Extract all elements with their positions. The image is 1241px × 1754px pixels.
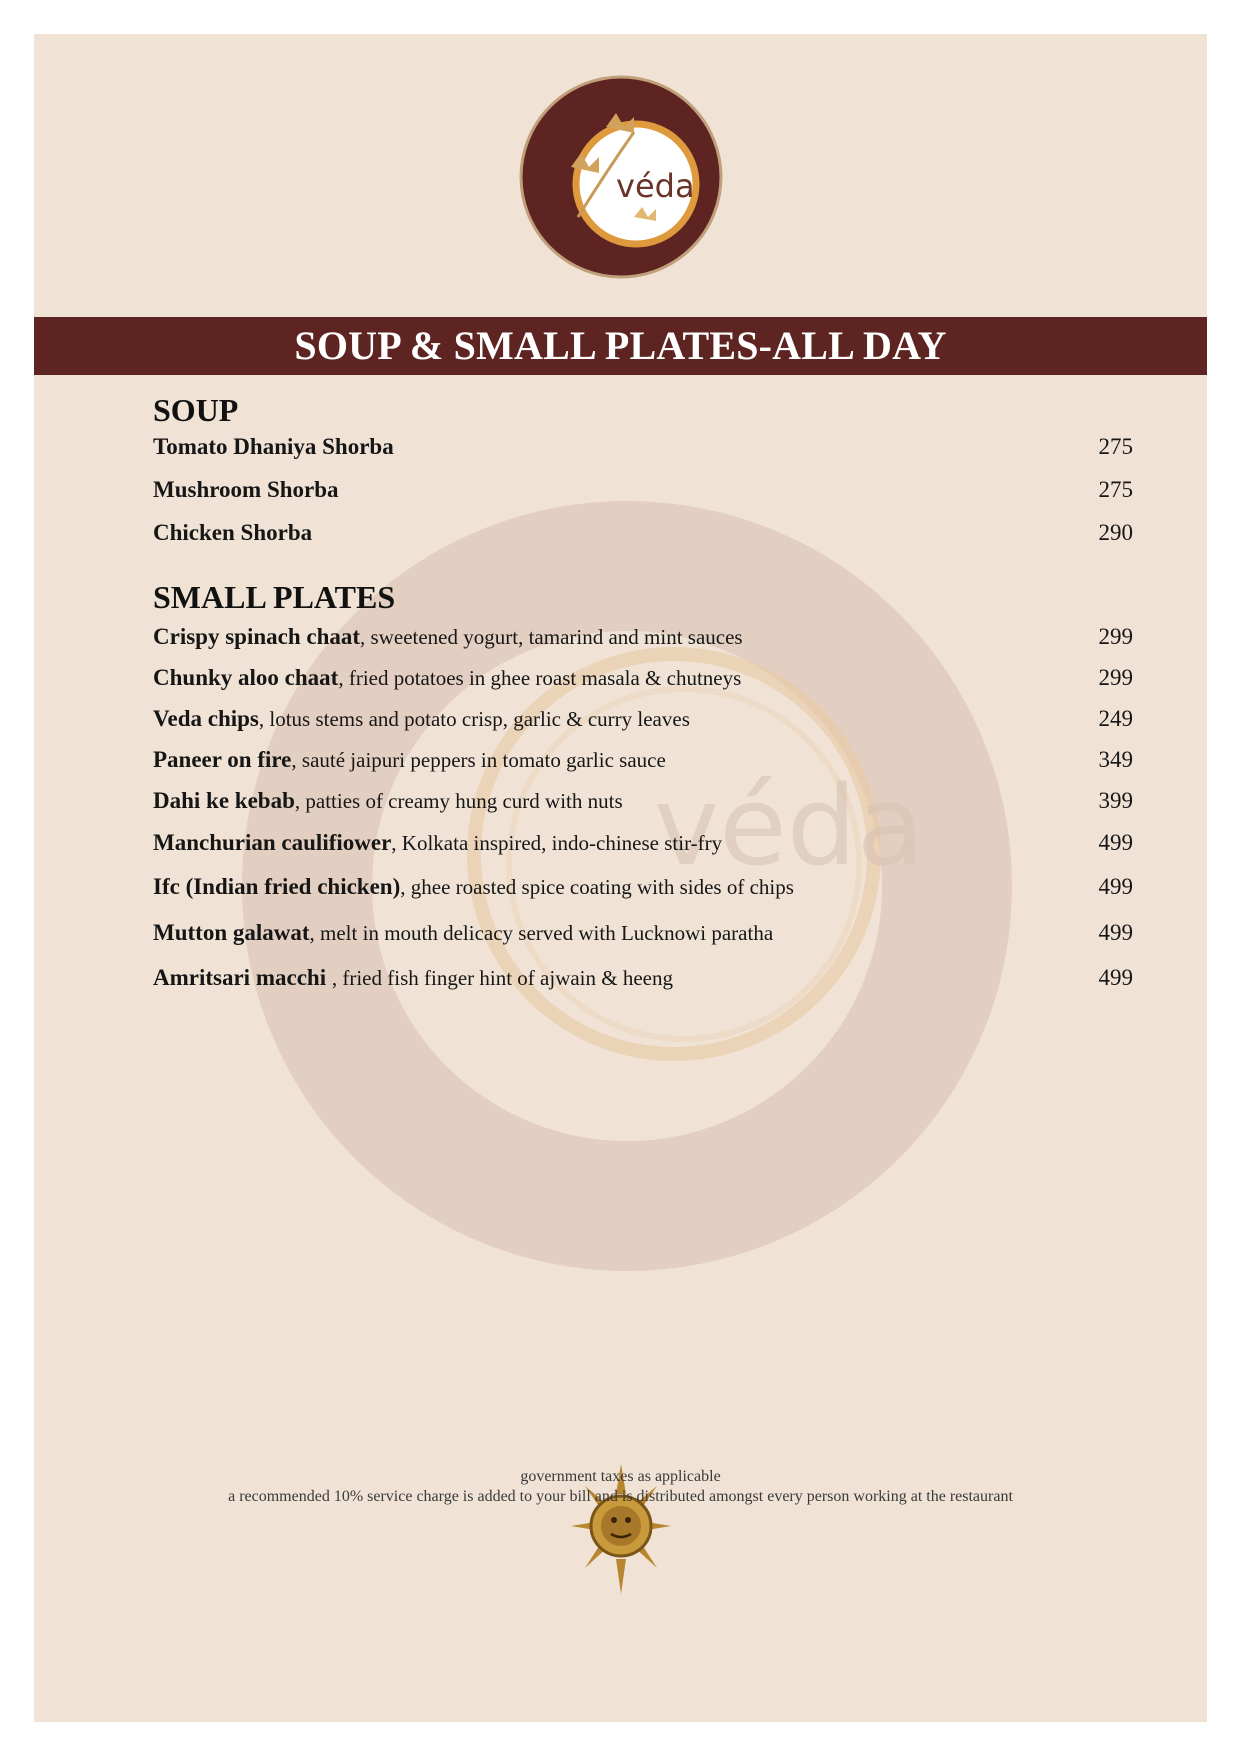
item-description: , lotus stems and potato crisp, garlic & curry leaves [258, 707, 690, 731]
item-name: Paneer on fire [153, 747, 292, 772]
menu-item [153, 434, 1133, 470]
section-banner: SOUP & SMALL PLATES-ALL DAY [34, 317, 1207, 375]
item-price: 499 [1098, 920, 1133, 945]
item-description: , patties of creamy hung curd with nuts [294, 789, 623, 813]
item-name: Ifc (Indian fried chicken) [153, 874, 401, 899]
menu-item [153, 665, 1133, 701]
menu-item [153, 520, 1133, 556]
item-description: , Kolkata inspired, indo-chinese stir-fry [391, 831, 723, 855]
item-name: Chicken Shorba [153, 520, 313, 545]
item-name: Mushroom Shorba [153, 477, 339, 502]
item-name: Manchurian caulifiower [153, 830, 392, 855]
item-description: , fried potatoes in ghee roast masala & chutneys [338, 666, 742, 690]
item-price: 275 [1098, 434, 1133, 459]
footer-service-charge-note: a recommended 10% service charge is added to your bill and is distributed amongst every person working at the restaurant [228, 1488, 1013, 1505]
item-name: Veda chips [153, 706, 259, 731]
item-price: 275 [1098, 477, 1133, 502]
item-description: , fried fish finger hint of ajwain & heeng [331, 966, 673, 990]
veda-lotus-logo [516, 72, 726, 282]
item-price: 499 [1098, 965, 1133, 990]
item-description: , melt in mouth delicacy served with Lucknowi paratha [309, 921, 774, 945]
item-price: 499 [1098, 830, 1133, 855]
menu-item [153, 747, 1133, 783]
item-price: 399 [1098, 788, 1133, 813]
item-price: 299 [1098, 665, 1133, 690]
menu-item [153, 788, 1133, 824]
item-price: 249 [1098, 706, 1133, 731]
item-name: Amritsari macchi [153, 965, 332, 990]
section-title-soup: SOUP [153, 392, 239, 428]
item-name: Tomato Dhaniya Shorba [153, 434, 394, 459]
item-price: 290 [1098, 520, 1133, 545]
menu-item [153, 624, 1133, 660]
item-name: Crispy spinach chaat [153, 624, 361, 649]
menu-item [153, 874, 1133, 910]
item-description: , sweetened yogurt, tamarind and mint sauces [360, 625, 743, 649]
item-name: Mutton galawat [153, 920, 310, 945]
svg-text:véda: véda [654, 762, 925, 890]
footer-taxes-note: government taxes as applicable [520, 1468, 721, 1485]
menu-item [153, 920, 1133, 956]
menu-item [153, 830, 1133, 866]
item-name: Chunky aloo chaat [153, 665, 339, 690]
menu-item [153, 706, 1133, 742]
item-price: 499 [1098, 874, 1133, 899]
item-description: , sauté jaipuri peppers in tomato garlic sauce [291, 748, 666, 772]
item-name: Dahi ke kebab [153, 788, 295, 813]
menu-item [153, 477, 1133, 513]
item-price: 299 [1098, 624, 1133, 649]
item-description: , ghee roasted spice coating with sides of chips [400, 875, 794, 899]
section-title-small-plates: SMALL PLATES [153, 579, 396, 615]
menu-item [153, 965, 1133, 1001]
logo-text: véda [616, 167, 695, 205]
item-price: 349 [1098, 747, 1133, 772]
menu-page [34, 34, 1207, 1722]
